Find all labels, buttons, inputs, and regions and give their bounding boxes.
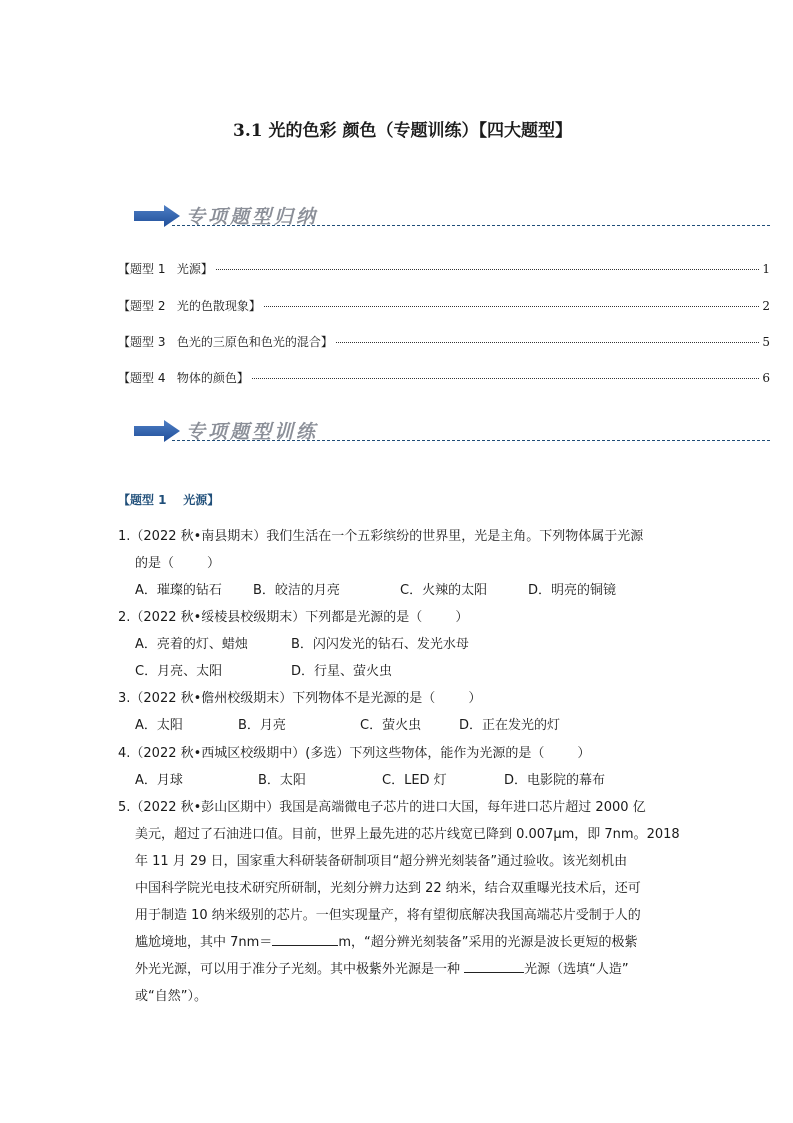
question-stem: 美元，超过了石油进口值。目前，世界上最先进的芯片线宽已降到 0.007μm，即 7nm。2018 xyxy=(135,827,680,842)
toc-item[interactable] xyxy=(118,297,770,315)
toc-item-label: 【题型 1 光源】 xyxy=(118,262,213,276)
toc-leader xyxy=(336,342,759,343)
question-3 xyxy=(118,685,678,739)
toc-item-label: 【题型 3 色光的三原色和色光的混合】 xyxy=(118,335,333,349)
option-row xyxy=(118,631,678,658)
section-heading: 【题型 1 光源】 xyxy=(118,493,220,507)
summary-banner xyxy=(134,201,770,233)
toc-leader xyxy=(252,378,759,379)
option-c[interactable]: C．LED 灯 xyxy=(382,773,447,788)
option-c[interactable]: C．萤火虫 xyxy=(360,718,422,733)
training-banner xyxy=(134,416,770,448)
option-row xyxy=(118,658,678,685)
option-b[interactable]: B．闪闪发光的钻石、发光水母 xyxy=(291,637,469,652)
option-d[interactable]: D．电影院的幕布 xyxy=(504,773,606,788)
toc-item-label: 【题型 4 物体的颜色】 xyxy=(118,371,249,385)
banner-divider xyxy=(172,225,770,226)
toc-leader xyxy=(264,306,759,307)
toc-item[interactable] xyxy=(118,369,770,387)
answer-blank-2[interactable] xyxy=(464,958,524,973)
toc-item[interactable] xyxy=(118,260,770,278)
question-stem: 或“自然”）。 xyxy=(135,989,207,1004)
question-text: m，“超分辨光刻装备”采用的光源是波长更短的极紫 xyxy=(338,935,638,950)
question-stem: 1.（2022 秋•南县期末）我们生活在一个五彩缤纷的世界里，光是主角。下列物体属于光源 xyxy=(118,529,644,544)
option-a[interactable]: A．太阳 xyxy=(135,718,183,733)
option-b[interactable]: B．月亮 xyxy=(238,718,286,733)
arrow-right-icon xyxy=(134,420,182,442)
option-d[interactable]: D．正在发光的灯 xyxy=(459,718,561,733)
option-a[interactable]: A．亮着的灯、蜡烛 xyxy=(135,637,248,652)
training-banner-title: 专项题型训练 xyxy=(186,421,319,443)
question-2 xyxy=(118,604,678,685)
toc-item[interactable] xyxy=(118,333,770,351)
option-d[interactable]: D．行星、萤火虫 xyxy=(291,664,393,679)
question-5 xyxy=(118,794,678,1010)
question-1 xyxy=(118,523,678,604)
question-stem: 年 11 月 29 日，国家重大科研装备研制项目“超分辨光刻装备”通过验收。该光刻机由 xyxy=(135,854,628,869)
arrow-right-icon xyxy=(134,205,182,227)
banner-divider xyxy=(172,440,770,441)
option-c[interactable]: C．火辣的太阳 xyxy=(400,583,488,598)
toc-page-number: 2 xyxy=(762,299,770,313)
option-a[interactable]: A．璀璨的钻石 xyxy=(135,583,222,598)
option-row xyxy=(118,577,678,604)
question-stem: 4.（2022 秋•西城区校级期中）(多选）下列这些物体，能作为光源的是（ ） xyxy=(118,746,591,761)
option-row xyxy=(118,767,678,794)
question-stem: 中国科学院光电技术研究所研制，光刻分辨力达到 22 纳米，结合双重曝光技术后，还可 xyxy=(135,881,641,896)
toc-page-number: 6 xyxy=(762,371,770,385)
option-c[interactable]: C．月亮、太阳 xyxy=(135,664,223,679)
question-stem-line xyxy=(118,956,678,983)
answer-blank-1[interactable] xyxy=(272,931,338,946)
option-d[interactable]: D．明亮的铜镜 xyxy=(528,583,617,598)
question-text: 外光光源，可以用于准分子光刻。其中极紫外光源是一种 xyxy=(135,962,465,977)
toc-item-label: 【题型 2 光的色散现象】 xyxy=(118,299,261,313)
option-a[interactable]: A．月球 xyxy=(135,773,183,788)
page-title: 3.1 光的色彩 颜色（专题训练）【四大题型】 xyxy=(233,121,572,141)
toc-leader xyxy=(216,269,759,270)
question-text: 光源（选填“人造” xyxy=(524,962,629,977)
question-stem-line xyxy=(118,929,678,956)
question-stem: 3.（2022 秋•儋州校级期末）下列物体不是光源的是（ ） xyxy=(118,691,482,706)
question-text: 尴尬境地，其中 7nm＝ xyxy=(135,935,273,950)
summary-banner-title: 专项题型归纳 xyxy=(186,206,319,228)
question-stem: 2.（2022 秋•绥棱县校级期末）下列都是光源的是（ ） xyxy=(118,610,469,625)
question-stem: 的是（ ） xyxy=(135,556,221,571)
toc-page-number: 1 xyxy=(762,262,770,276)
question-stem: 5.（2022 秋•彭山区期中）我国是高端微电子芯片的进口大国，每年进口芯片超过 2000 亿 xyxy=(118,800,646,815)
option-row xyxy=(118,712,678,739)
question-stem: 用于制造 10 纳米级别的芯片。一但实现量产，将有望彻底解决我国高端芯片受制于人的 xyxy=(135,908,641,923)
option-b[interactable]: B．皎洁的月亮 xyxy=(253,583,340,598)
toc-page-number: 5 xyxy=(762,335,770,349)
option-b[interactable]: B．太阳 xyxy=(258,773,306,788)
question-4 xyxy=(118,740,678,794)
